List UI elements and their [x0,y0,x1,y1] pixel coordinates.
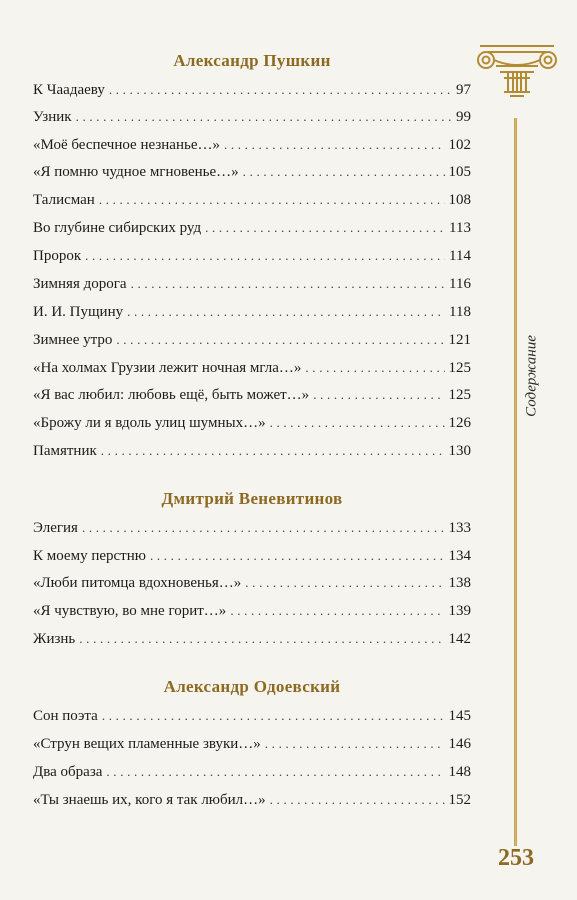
entry-page: 116 [449,276,471,292]
dot-leader [224,135,445,155]
dot-leader [106,762,444,782]
toc-entry[interactable] [33,546,471,566]
entry-page: 130 [448,443,471,459]
dot-leader [102,706,445,726]
dot-leader [116,330,444,350]
toc-entry[interactable] [33,190,471,210]
page-number: 253 [498,845,534,871]
dot-leader [82,518,445,538]
entry-title: Узник [33,109,72,125]
toc-entry[interactable] [33,135,471,155]
section-title-venevitinov: Дмитрий Веневитинов [161,489,343,508]
dot-leader [76,107,452,127]
dot-leader [305,358,444,378]
entry-page: 148 [448,764,471,780]
entry-title: «Брожу ли я вдоль улиц шумных…» [33,415,266,431]
toc-entry[interactable] [33,413,471,433]
entry-page: 97 [456,82,471,98]
entry-title: Памятник [33,443,97,459]
entry-title: «Моё беспечное незнанье…» [33,137,220,153]
toc-entry[interactable] [33,629,471,649]
toc-entry[interactable] [33,246,471,266]
entry-page: 105 [448,164,471,180]
entry-page: 126 [448,415,471,431]
toc-entry[interactable] [33,762,471,782]
dot-leader [265,734,445,754]
section-title-pushkin: Александр Пушкин [173,51,331,70]
toc-entry[interactable] [33,80,471,100]
dot-leader [230,601,444,621]
entry-title: Талисман [33,192,95,208]
toc-entry[interactable] [33,790,471,810]
dot-leader [245,573,444,593]
entry-title: Зимняя дорога [33,276,127,292]
entry-page: 108 [448,192,471,208]
entry-page: 152 [448,792,471,808]
entry-page: 139 [448,603,471,619]
toc-entry[interactable] [33,274,471,294]
dot-leader [79,629,444,649]
dot-leader [85,246,445,266]
toc-entry[interactable] [33,518,471,538]
dot-leader [99,190,445,210]
section-title-odoevsky: Александр Одоевский [163,677,341,696]
toc-entry[interactable] [33,734,471,754]
entry-page: 125 [448,387,471,403]
entry-page: 142 [448,631,471,647]
toc-entry[interactable] [33,218,471,238]
dot-leader [205,218,445,238]
toc-entry[interactable] [33,601,471,621]
entry-page: 99 [456,109,471,125]
entry-title: Сон поэта [33,708,98,724]
toc-entry[interactable] [33,107,471,127]
entry-title: «Струн вещих пламенные звуки…» [33,736,261,752]
toc-entry[interactable] [33,358,471,378]
dot-leader [131,274,445,294]
dot-leader [101,441,445,461]
entry-title: Зимнее утро [33,332,113,348]
entry-page: 118 [449,304,471,320]
entry-title: «Люби питомца вдохновенья…» [33,575,242,591]
toc-entry[interactable] [33,573,471,593]
entry-title: Во глубине сибирских руд [33,220,202,236]
entry-page: 121 [448,332,471,348]
entry-page: 113 [449,220,471,236]
entry-title: «Я чувствую, во мне горит…» [33,603,227,619]
entry-title: Пророк [33,248,82,264]
entry-page: 133 [448,520,471,536]
entry-title: «Я помню чудное мгновенье…» [33,164,239,180]
entry-title: «Ты знаешь их, кого я так любил…» [33,792,266,808]
toc-entry[interactable] [33,441,471,461]
vertical-gold-rule [514,118,517,846]
dot-leader [243,162,445,182]
toc-entry[interactable] [33,706,471,726]
entry-page: 125 [448,360,471,376]
entry-page: 102 [448,137,471,153]
entry-title: «Я вас любил: любовь ещё, быть может…» [33,387,310,403]
toc-entry[interactable] [33,302,471,322]
dot-leader [127,302,445,322]
entry-page: 114 [449,248,471,264]
entry-page: 146 [448,736,471,752]
entry-title: Два образа [33,764,103,780]
entry-title: Элегия [33,520,78,536]
dot-leader [270,413,445,433]
entry-title: К Чаадаеву [33,82,105,98]
toc-entry[interactable] [33,330,471,350]
dot-leader [270,790,445,810]
entry-title: «На холмах Грузии лежит ночная мгла…» [33,360,302,376]
entry-title: Жизнь [33,631,76,647]
toc-entry[interactable] [33,385,471,405]
side-label-contents: Содержание [523,335,540,417]
entry-page: 138 [448,575,471,591]
dot-leader [150,546,445,566]
entry-page: 145 [448,708,471,724]
entry-page: 134 [448,548,471,564]
dot-leader [313,385,444,405]
dot-leader [109,80,452,100]
toc-entry[interactable] [33,162,471,182]
ionic-capital-icon [474,36,560,122]
entry-title: И. И. Пущину [33,304,124,320]
entry-title: К моему перстню [33,548,146,564]
